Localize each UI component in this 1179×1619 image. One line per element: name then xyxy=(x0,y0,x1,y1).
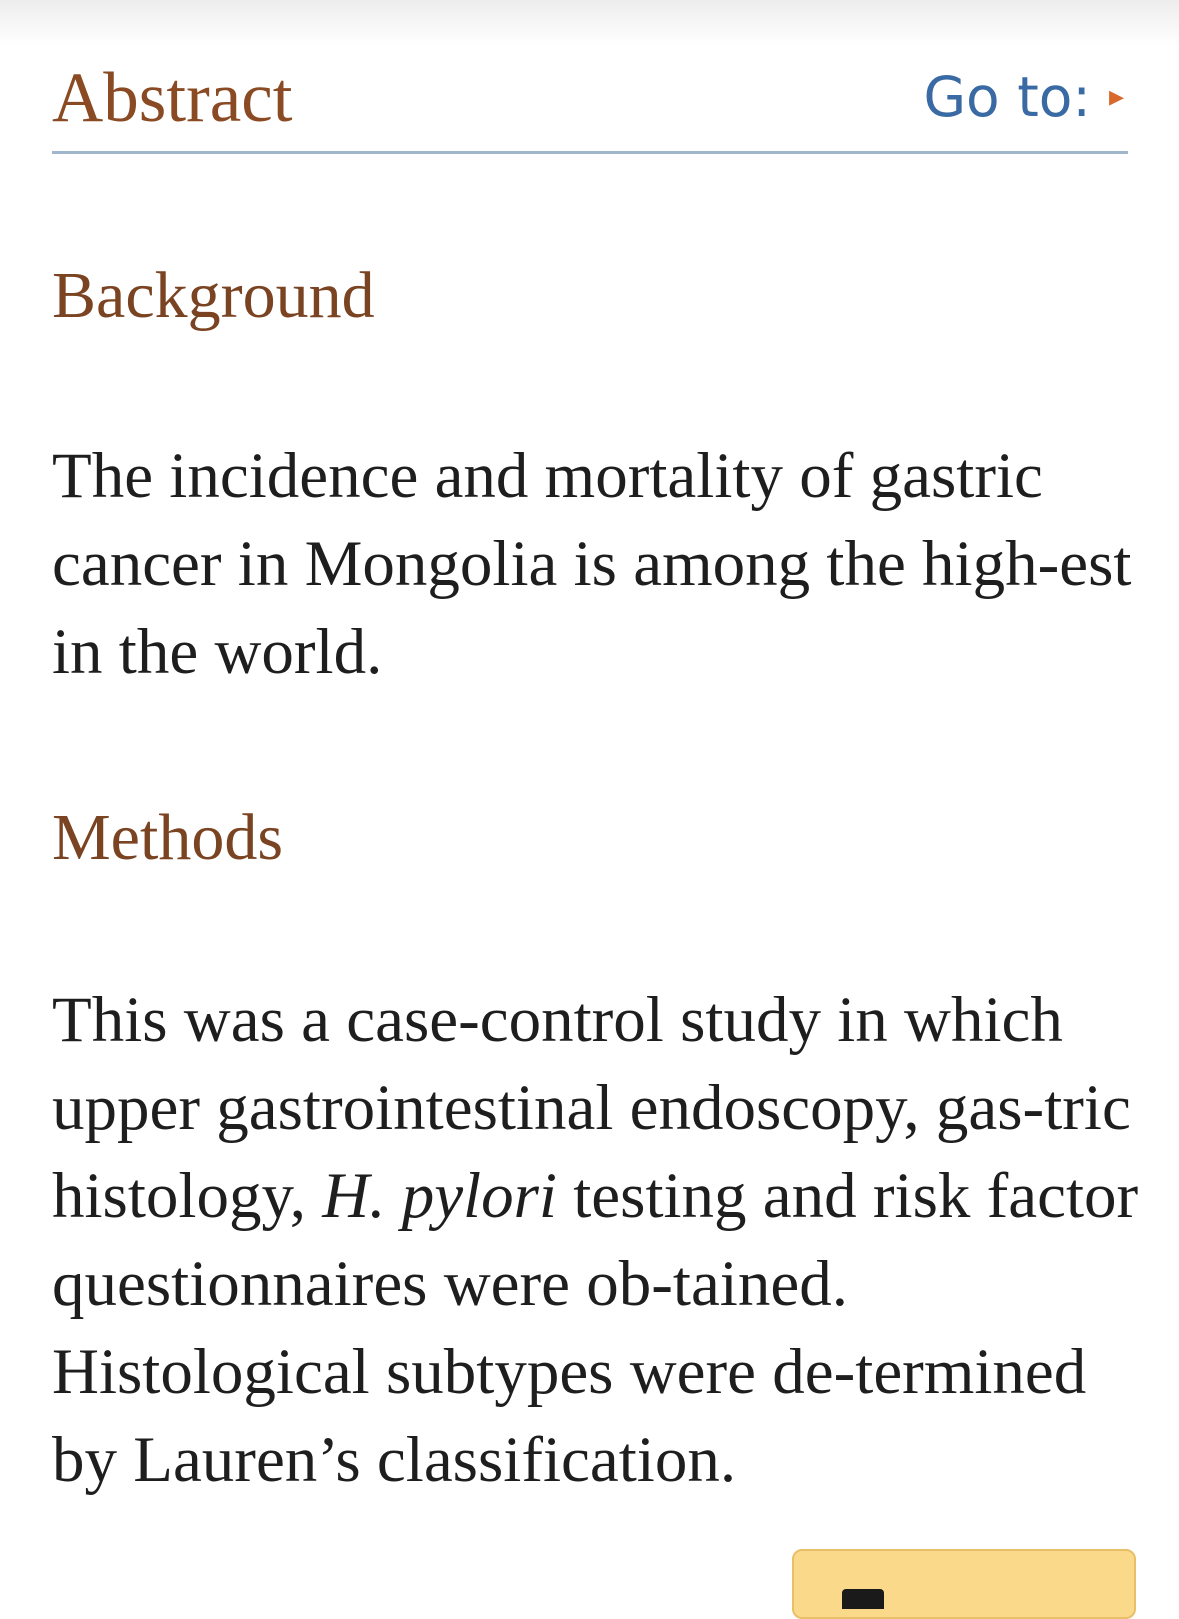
top-shadow xyxy=(0,0,1179,46)
section-heading-methods: Methods xyxy=(52,801,283,874)
methods-text xyxy=(52,976,1142,1504)
methods-text-part-2: testing and risk factor questionnaires were ob-tained. Histological subtypes were de-termined by Lauren’s classification. xyxy=(52,1160,1139,1496)
goto-label: Go to: xyxy=(923,65,1091,129)
abstract-header xyxy=(52,56,1128,154)
methods-text-italic: H. pylori xyxy=(322,1160,557,1232)
background-text: The incidence and mortality of gastric cancer in Mongolia is among the high-est in the world. xyxy=(52,440,1132,688)
floating-action-button[interactable] xyxy=(792,1549,1136,1619)
section-heading-background: Background xyxy=(52,259,375,332)
abstract-title: Abstract xyxy=(52,59,293,137)
goto-link[interactable] xyxy=(923,62,1124,132)
document-icon xyxy=(842,1589,884,1609)
triangle-right-icon: ▸ xyxy=(1108,79,1124,114)
methods-text-part-1: This was a case-control study in which upper gastrointestinal endoscopy, gas-tric histology, xyxy=(52,984,1131,1232)
